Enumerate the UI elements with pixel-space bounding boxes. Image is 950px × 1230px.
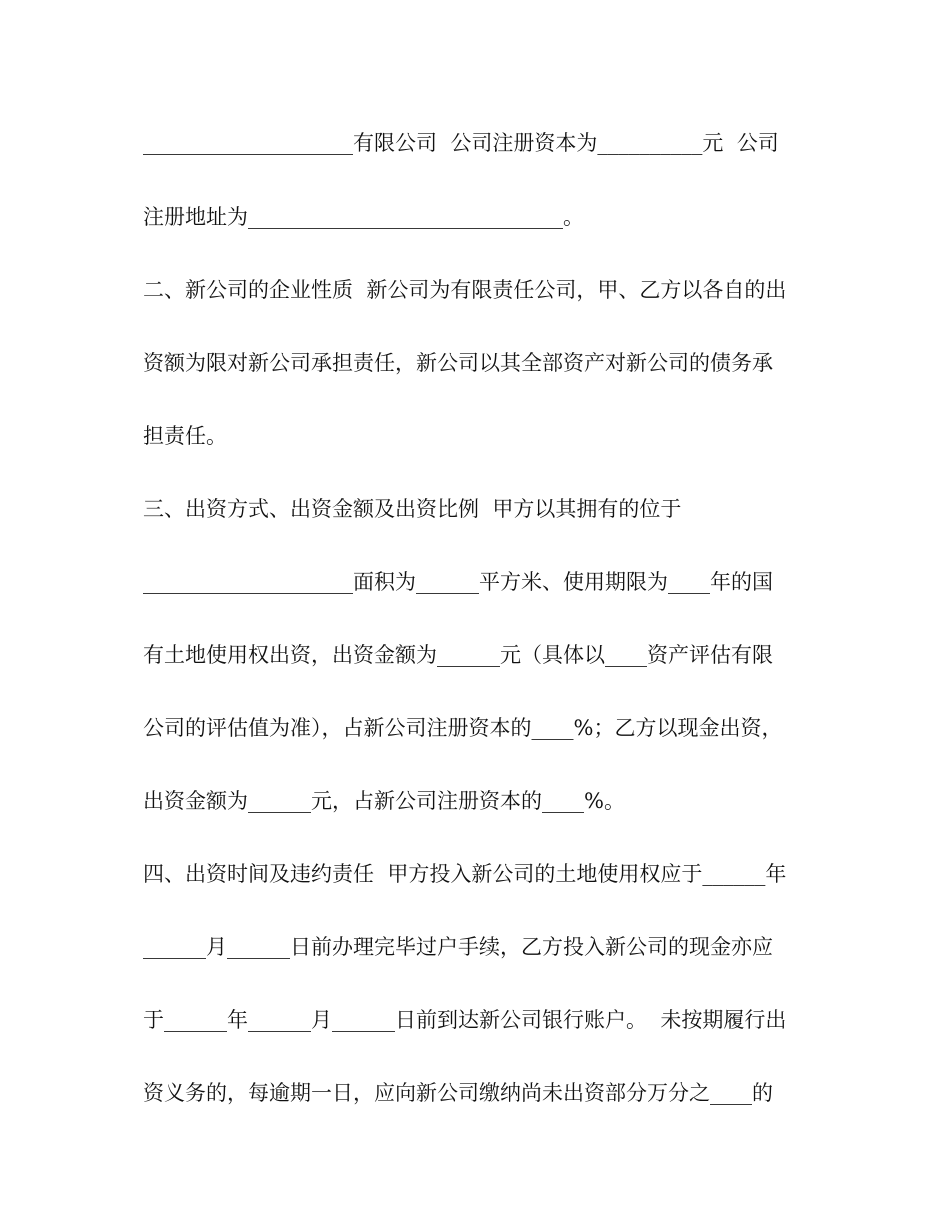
text-line: 担责任。 [143,424,227,448]
text-line: 资额为限对新公司承担责任，新公司以其全部资产对新公司的债务承 [143,351,773,375]
section-heading-line: 三、出资方式、出资金额及出资比例 甲方以其拥有的位于 [143,497,682,521]
text-line: ____________________有限公司 公司注册资本为__________元 公司 [143,131,779,155]
text-line: ______月______日前办理完毕过户手续，乙方投入新公司的现金亦应 [143,935,773,959]
text-line: 于______年______月______日前到达新公司银行账户。 未按期履行出 [143,1008,787,1032]
text-line: 公司的评估值为准），占新公司注册资本的____%；乙方以现金出资， [143,716,783,740]
text-line: 有土地使用权出资，出资金额为______元（具体以____资产评估有限 [143,643,773,667]
section-heading-line: 四、出资时间及违约责任 甲方投入新公司的土地使用权应于______年 [143,862,787,886]
text-line: 出资金额为______元，占新公司注册资本的____%。 [143,789,625,813]
text-line: 注册地址为______________________________。 [143,205,584,229]
section-heading-line: 二、新公司的企业性质 新公司为有限责任公司，甲、乙方以各自的出 [143,278,787,302]
text-line: 资义务的，每逾期一日，应向新公司缴纳尚未出资部分万分之____的 [143,1081,773,1105]
text-line: ____________________面积为______平方米、使用期限为____年的国 [143,570,773,594]
